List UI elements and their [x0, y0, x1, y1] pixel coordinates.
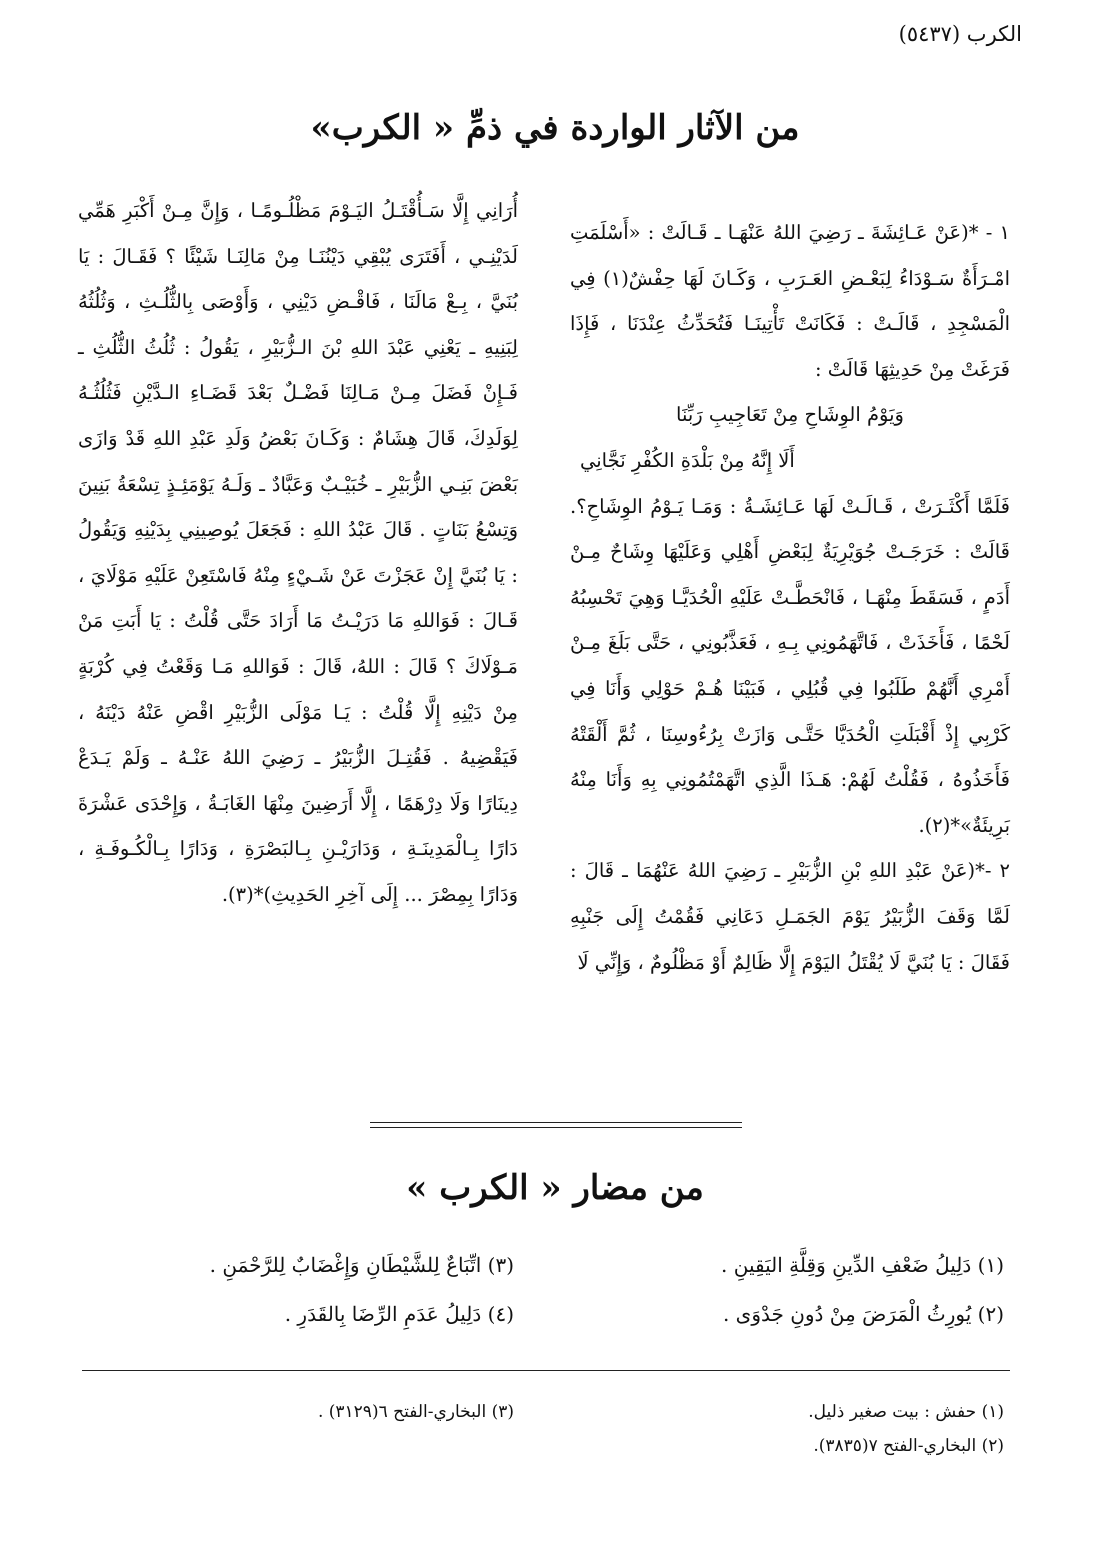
section-title-athar: من الآثار الواردة في ذمِّ « الكرب» — [310, 108, 800, 148]
harm-item: (٤) دَلِيلُ عَدَمِ الرِّضَا بِالقَدَرِ . — [284, 1302, 514, 1326]
harm-item: (٢) يُورِثُ الْمَرَضَ مِنْ دُونِ جَدْوَى . — [722, 1302, 1004, 1326]
footnote: (١) حفش : بيت صغير ذليل. — [808, 1402, 1004, 1422]
section-divider-top — [370, 1122, 742, 1123]
footnotes-left — [318, 1395, 514, 1429]
paragraph-hadith-2-continued: أُرَانِي إِلَّا سَـأُقْتَـلُ اليَـوْمَ مَظْلُـومًـا ، وَإِنَّ مِـنْ أَكْبَرِ هَمِّي لَدَيْنِـي ، أَفَتَرَى يُبْقِي دَيْنُنَـا مِنْ مَالِنَـا شَيْئًا ؟ فَقَـالَ : يَا بُنَيَّ ، بِـعْ مَالَنَا ، فَاقْـضِ دَيْنِي ، وَأَوْصَى بِالثُّلُـثِ ، وَثُلُثُهُ لِبَنِيهِ ـ يَعْنِي عَبْدَ اللهِ بْنَ الـزُّبَيْرِ ، يَقُولُ : ثُلُثُ الثُّلُثِ ـ فَـإِنْ فَضَلَ مِـنْ مَـالِنَا فَضْـلٌ بَعْدَ قَضَـاءِ الـدَّيْنِ فَثُلُثُـهُ لِوَلَدِكَ، قَالَ هِشَامٌ : وَكَـانَ بَعْضُ وَلَدِ عَبْدِ اللهِ قَدْ وَازَى بَعْضَ بَنِـي الزُّبَيْرِ ـ خُبَيْـبٌ وَعَبَّادٌ ـ وَلَـهُ يَوْمَئِـذٍ تِسْعَةُ بَنِينَ وَتِسْعُ بَنَاتٍ . قَالَ عَبْدُ اللهِ : فَجَعَلَ يُوصِينِي بِدَيْنِهِ وَيَقُولُ : يَا بُنَيَّ إِنْ عَجَزْتَ عَنْ شَـيْءٍ مِنْهُ فَاسْتَعِنْ عَلَيْهِ مَوْلَايَ ، قَـالَ : فَوَاللهِ مَا دَرَيْـتُ مَا أَرَادَ حَتَّى قُلْتُ : يَا أَبَتِ مَنْ مَـوْلَاكَ ؟ قَالَ : اللهُ، قَالَ : فَوَاللهِ مَـا وَقَعْتُ فِي كُرْبَةٍ مِنْ دَيْنِهِ إِلَّا قُلْتُ : يَـا مَوْلَى الزُّبَيْرِ اقْضِ عَنْهُ دَيْنَهُ ، فَيَقْضِيهُ . فَقُتِـلَ الزُّبَيْرُ ـ رَضِيَ اللهُ عَنْـهُ ـ وَلَمْ يَـدَعْ دِينَارًا وَلَا دِرْهَمًا ، إِلَّا أَرَضِينَ مِنْهَا الغَابَـةُ ، وَإِحْدَى عَشْرَةَ دَارًا بِـالْمَدِينَـةِ ، وَدَارَيْـنِ بِـالبَصْرَةِ ، وَدَارًا بِـالْكُـوفَـةِ ، وَدَارًا بِمِصْرَ ... إِلَى آخِرِ الحَدِيثِ)*(٣). — [78, 199, 518, 906]
footnotes-right — [808, 1395, 1004, 1463]
text-column-right — [570, 210, 1010, 985]
footnote-rule — [82, 1370, 1010, 1371]
section-divider-bottom — [370, 1127, 742, 1128]
section-title-madar: من مضار « الكرب » — [406, 1168, 704, 1208]
footnote: (٢) البخاري-الفتح ٧(٣٨٣٥). — [813, 1436, 1004, 1456]
harms-list-left — [210, 1243, 514, 1341]
harm-item: (١) دَلِيلُ ضَعْفِ الدِّينِ وَقِلَّةِ اليَقِينِ . — [721, 1253, 1004, 1277]
footnote: (٣) البخاري-الفتح ٦(٣١٢٩) . — [317, 1402, 514, 1422]
paragraph-hadith-1: ١ - *(عَنْ عَـائِشَةَ ـ رَضِيَ اللهُ عَنْهَـا ـ قَـالَتْ : «أَسْلَمَتِ امْـرَأَةٌ سَـوْدَاءُ لِبَعْـضِ العَـرَبِ ، وَكَـانَ لَهَا حِفْشٌ(١) فِي الْمَسْجِدِ ، قَالَـتْ : فَكَانَتْ تَأْتِينَـا فَتُحَدِّثُ عِنْدَنَا ، فَإِذَا فَرَغَتْ مِنْ حَدِيثِهَا قَالَتْ : — [570, 221, 1010, 381]
paragraph-hadith-2: ٢ -*(عَنْ عَبْدِ اللهِ بْنِ الزُّبَيْرِ ـ رَضِيَ اللهُ عَنْهُمَا ـ قَالَ : لَمَّا وَقَفَ الزُّبَيْرُ يَوْمَ الجَمَـلِ دَعَانِي فَقُمْتُ إِلَى جَنْبِهِ فَقَالَ : يَا بُنَيَّ لَا يُقْتَلُ اليَوْمَ إِلَّا ظَالِمٌ أَوْ مَظْلُومٌ ، وَإِنِّي لَا — [570, 859, 1010, 974]
running-head: الكرب (٥٤٣٧) — [898, 22, 1022, 46]
harms-list-right — [721, 1243, 1004, 1341]
harm-item: (٣) اتِّبَاعٌ لِلشَّيْطَانِ وَإِغْضَابٌ لِلرَّحْمَنِ . — [209, 1253, 514, 1277]
paragraph-hadith-1-continued: فَلَمَّا أَكْثَـرَتْ ، قَـالَـتْ لَهَا عَـائِشَـةُ : وَمَـا يَـوْمُ الوِشَاحِ؟. قَالَتْ : خَرَجَـتْ جُوَيْرِيَةٌ لِبَعْضِ أَهْلِي وَعَلَيْهَا وِشَاحٌ مِـنْ أَدَمٍ ، فَسَقَطَ مِنْهَـا ، فَانْحَطَّـتْ عَلَيْهِ الْحُدَيَّـا وَهِيَ تَحْسِبُهُ لَحْمًا ، فَأَخَذَتْ ، فَاتَّهَمُونِي بِـهِ ، فَعَذَّبُونِي ، حَتَّى بَلَغَ مِـنْ أَمْرِي أَنَّهُمْ طَلَبُوا فِي قُبُلِي ، فَبَيْنَا هُـمْ حَوْلِي وَأَنَا فِي كَرْبِي إِذْ أَقْبَلَتِ الْحُدَيَّا حَتَّـى وَازَتْ بِرُءُوسِنَا ، ثُمَّ أَلْقَتْهُ فَأَخَذُوهُ ، فَقُلْتُ لَهُمْ: هَـذَا الَّذِي اتَّهَمْتُمُونِي بِهِ وَأَنَا مِنْهُ بَرِيئَةٌ»*(٢). — [570, 494, 1010, 837]
verse-line-1: وَيَوْمُ الوِشَاحِ مِنْ تَعَاجِيبِ رَبِّنَا — [676, 403, 904, 427]
text-column-left — [78, 188, 518, 918]
verse-line-2: أَلَا إِنَّهُ مِنْ بَلْدَةِ الكُفْرِ نَجَّانِي — [580, 448, 795, 472]
